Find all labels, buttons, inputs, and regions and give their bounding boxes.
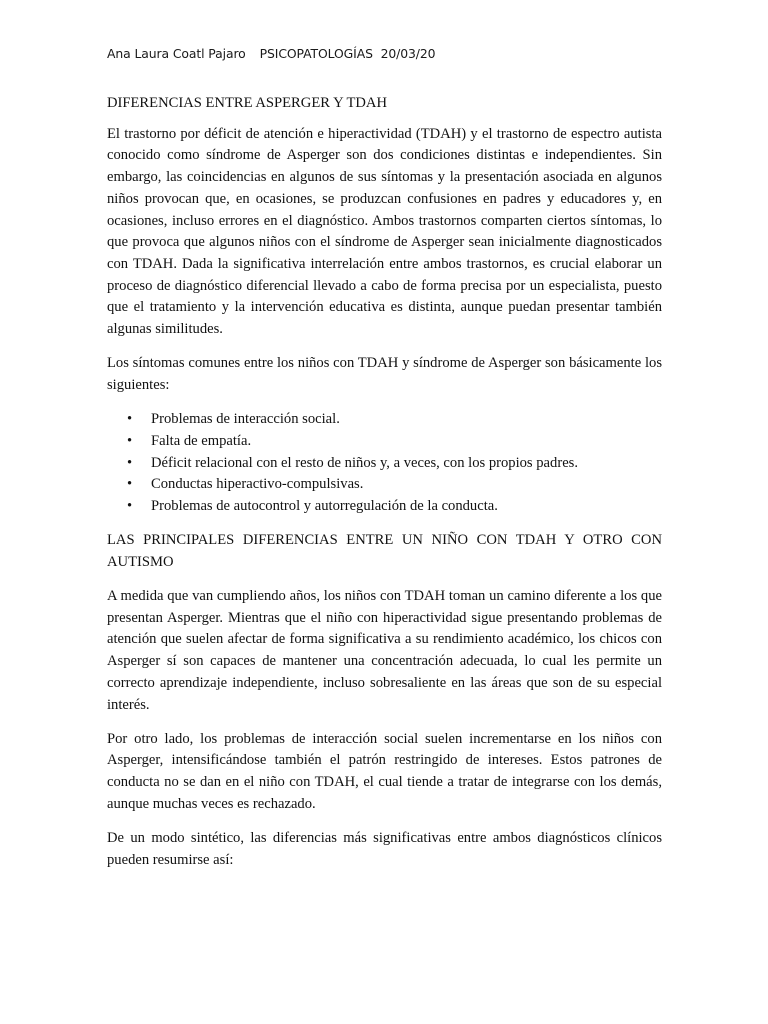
header-date: 20/03/20 <box>380 46 436 61</box>
paragraph-summary: De un modo sintético, las diferencias más significativas entre ambos diagnósticos clínicos pueden resumirse así: <box>107 830 662 868</box>
bullet-icon: • <box>127 432 133 449</box>
list-item <box>107 453 662 475</box>
paragraph-intro: El trastorno por déficit de atención e hiperactividad (TDAH) y el trastorno de espectro autista conocido como síndrome de Asperger son dos condiciones distintas e independientes. Sin embargo, las coincidencias en algunos de sus síntomas y la presentación asociada en algunos niños provocan que, en ocasiones, se produzcan confusiones en padres y educadores y, en ocasiones, incluso errores en el diagnóstico. Ambos trastornos comparten ciertos síntomas, lo que provoca que algunos niños con el síndrome de Asperger sean inicialmente diagnosticados con TDAH. Dada la significativa interrelación entre ambos trastornos, es crucial elaborar un proceso de diagnóstico diferencial llevado a cabo de forma precisa por un especialista, puesto que el tratamiento y la intervención educativa es distinta, aunque puedan presentar también algunas similitudes. <box>107 125 662 338</box>
paragraph-social-interaction: Por otro lado, los problemas de interacción social suelen incrementarse en los niños con Asperger, intensificándose también el patrón restringido de intereses. Estos patrones de conducta no se dan en el niño con TDAH, el cual tiende a tratar de integrarse con los demás, aunque muchas veces es rechazado. <box>107 730 662 812</box>
list-item-text: Problemas de autocontrol y autorregulación de la conducta. <box>151 497 498 514</box>
list-item <box>107 496 662 518</box>
document-page <box>107 0 662 1024</box>
section-heading: LAS PRINCIPALES DIFERENCIAS ENTRE UN NIÑO CON TDAH Y OTRO CON AUTISMO <box>107 532 662 570</box>
list-item-text: Déficit relacional con el resto de niños y, a veces, con los propios padres. <box>151 454 578 471</box>
document-body <box>107 93 662 884</box>
list-item <box>107 474 662 496</box>
header-subject: PSICOPATOLOGÍAS <box>259 46 373 61</box>
page-header <box>107 46 435 61</box>
list-item <box>107 409 662 431</box>
list-item-text: Problemas de interacción social. <box>151 411 340 428</box>
bullet-icon: • <box>127 411 133 428</box>
header-author: Ana Laura Coatl Pajaro <box>107 46 246 61</box>
paragraph-common-symptoms: Los síntomas comunes entre los niños con TDAH y síndrome de Asperger son básicamente los siguientes: <box>107 355 662 393</box>
paragraph-differences: A medida que van cumpliendo años, los niños con TDAH toman un camino diferente a los que presentan Asperger. Mientras que el niño con hiperactividad sigue presentando problemas de atención que suelen afectar de forma significativa a su rendimiento académico, los chicos con Asperger sí son capaces de mantener una concentración adecuada, lo cual les permite un correcto aprendizaje independiente, incluso sobresaliente en las áreas que son de su especial interés. <box>107 588 662 713</box>
list-item <box>107 431 662 453</box>
list-item-text: Falta de empatía. <box>151 432 252 449</box>
bullet-icon: • <box>127 497 133 514</box>
list-item-text: Conductas hiperactivo-compulsivas. <box>151 476 364 493</box>
bullet-icon: • <box>127 454 133 471</box>
symptoms-list <box>107 409 662 518</box>
bullet-icon: • <box>127 476 133 493</box>
document-title: DIFERENCIAS ENTRE ASPERGER Y TDAH <box>107 95 388 111</box>
